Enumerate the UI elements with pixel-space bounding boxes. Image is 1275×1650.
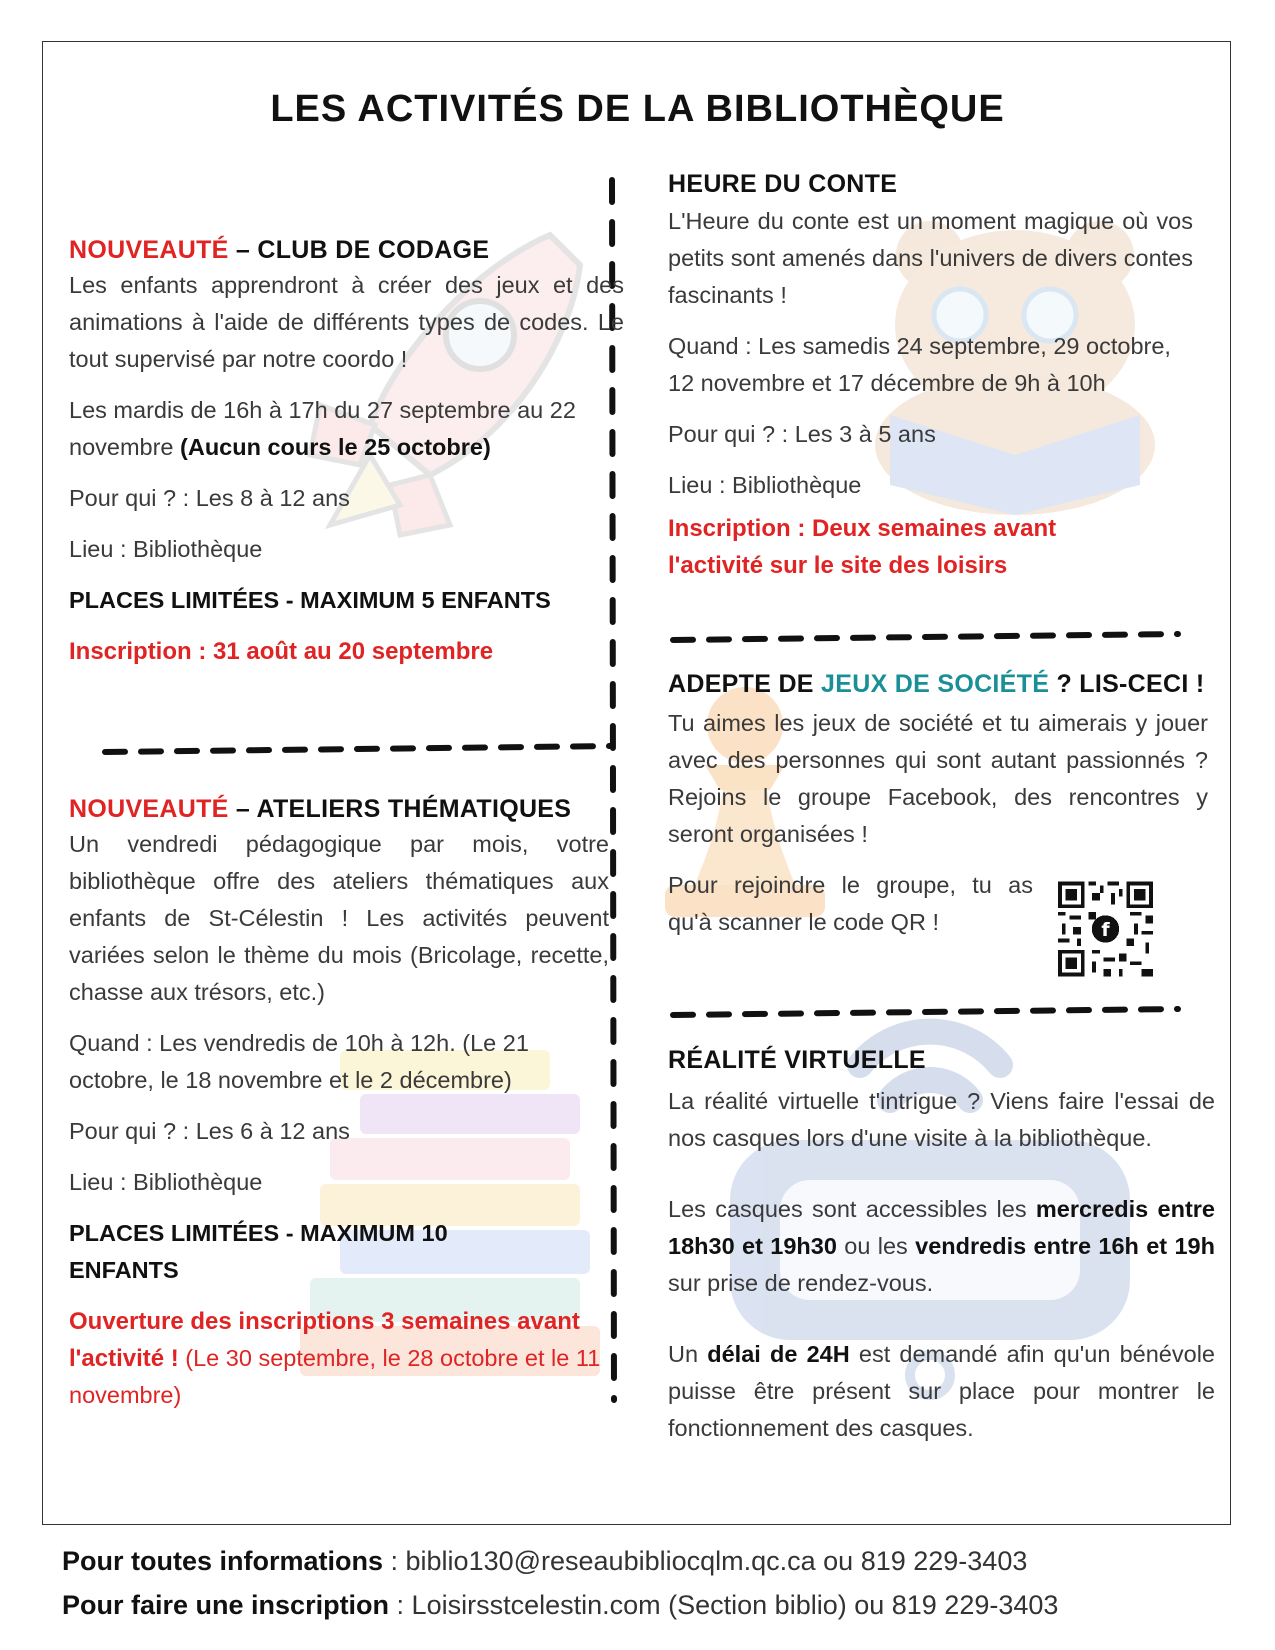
realite-virtuelle-heading: RÉALITÉ VIRTUELLE [668, 1046, 926, 1074]
ateliers-schedule: Quand : Les vendredis de 10h à 12h. (Le 21 octobre, le 18 novembre et le 2 décembre) [69, 1030, 529, 1093]
heure-du-conte-schedule: Quand : Les samedis 24 septembre, 29 octobre, 12 novembre et 17 décembre de 9h à 10h [668, 333, 1171, 396]
left-dashed-divider [100, 740, 620, 760]
heure-du-conte-audience: Pour qui ? : Les 3 à 5 ans [668, 421, 936, 447]
ateliers-title: ATELIERS THÉMATIQUES [256, 795, 572, 823]
club-codage-heading: NOUVEAUTÉ – CLUB DE CODAGE [69, 236, 490, 264]
club-codage-audience: Pour qui ? : Les 8 à 12 ans [69, 485, 350, 511]
page-title: LES ACTIVITÉS DE LA BIBLIOTHÈQUE [270, 88, 1005, 130]
ateliers-heading: NOUVEAUTÉ – ATELIERS THÉMATIQUES [69, 795, 572, 823]
realite-virtuelle-availability: Les casques sont accessibles les mercredis entre 18h30 et 19h30 ou les vendredis entre 16h et 19h sur prise de rendez-vous. [668, 1196, 1215, 1296]
jeux-societe-heading: ADEPTE DE JEUX DE SOCIÉTÉ ? LIS-CECI ! [668, 670, 1205, 698]
footer-inscription: Pour faire une inscription : Loisirsstcelestin.com (Section biblio) ou 819 229-3403 [62, 1590, 1059, 1620]
heure-du-conte-location: Lieu : Bibliothèque [668, 472, 862, 498]
facebook-qr-code[interactable] [1058, 881, 1153, 977]
heure-du-conte-description: L'Heure du conte est un moment magique où vos petits sont amenés dans l'univers de divers contes fascinants ! [668, 208, 1193, 308]
ateliers-section [69, 795, 609, 1414]
club-codage-description: Les enfants apprendront à créer des jeux et des animations à l'aide de différents types de codes. Le tout supervisé par notre coordo ! [69, 272, 624, 372]
nouveaute-tag: NOUVEAUTÉ [69, 795, 229, 823]
heure-du-conte-section [668, 170, 1193, 584]
heure-du-conte-heading: HEURE DU CONTE [668, 170, 898, 198]
realite-virtuelle-section [668, 1046, 1215, 1447]
right-dashed-divider-1 [668, 628, 1188, 648]
ateliers-places: PLACES LIMITÉES - MAXIMUM 10 ENFANTS [69, 1220, 448, 1283]
footer-information: Pour toutes informations : biblio130@reseaubibliocqlm.qc.ca ou 819 229-3403 [62, 1546, 1028, 1576]
ateliers-inscription: Ouverture des inscriptions 3 semaines avant l'activité ! (Le 30 septembre, le 28 octobre et le 11 novembre) [69, 1308, 601, 1408]
heure-du-conte-inscription: Inscription : Deux semaines avant l'activité sur le site des loisirs [668, 515, 1057, 579]
ateliers-audience: Pour qui ? : Les 6 à 12 ans [69, 1118, 350, 1144]
realite-virtuelle-description: La réalité virtuelle t'intrigue ? Viens faire l'essai de nos casques lors d'une visite à la bibliothèque. [668, 1088, 1215, 1151]
club-codage-title: CLUB DE CODAGE [257, 236, 490, 264]
jeux-societe-qr-instructions: Pour rejoindre le groupe, tu as qu'à scanner le code QR ! [668, 872, 1033, 935]
club-codage-location: Lieu : Bibliothèque [69, 536, 263, 562]
ateliers-description: Un vendredi pédagogique par mois, votre bibliothèque offre des ateliers thématiques aux enfants de St-Célestin ! Les activités peuvent variées selon le thème du mois (Bricolage, recette, chasse aux trésors, etc.) [69, 831, 609, 1005]
club-codage-inscription: Inscription : 31 août au 20 septembre [69, 638, 494, 665]
svg-text:f: f [1101, 919, 1110, 942]
jeux-societe-description: Tu aimes les jeux de société et tu aimerais y jouer avec des personnes qui sont autant passionnés ? Rejoins le groupe Facebook, des rencontres y seront organisées ! [668, 710, 1208, 847]
club-codage-places: PLACES LIMITÉES - MAXIMUM 5 ENFANTS [69, 587, 551, 613]
club-codage-schedule: Les mardis de 16h à 17h du 27 septembre au 22 novembre (Aucun cours le 25 octobre) [69, 397, 576, 460]
realite-virtuelle-delay: Un délai de 24H est demandé afin qu'un bénévole puisse être présent sur place pour montrer le fonctionnement des casques. [668, 1341, 1215, 1441]
club-codage-section [69, 236, 624, 670]
right-dashed-divider-2 [668, 1003, 1188, 1023]
nouveaute-tag: NOUVEAUTÉ [69, 236, 229, 264]
ateliers-location: Lieu : Bibliothèque [69, 1169, 263, 1195]
